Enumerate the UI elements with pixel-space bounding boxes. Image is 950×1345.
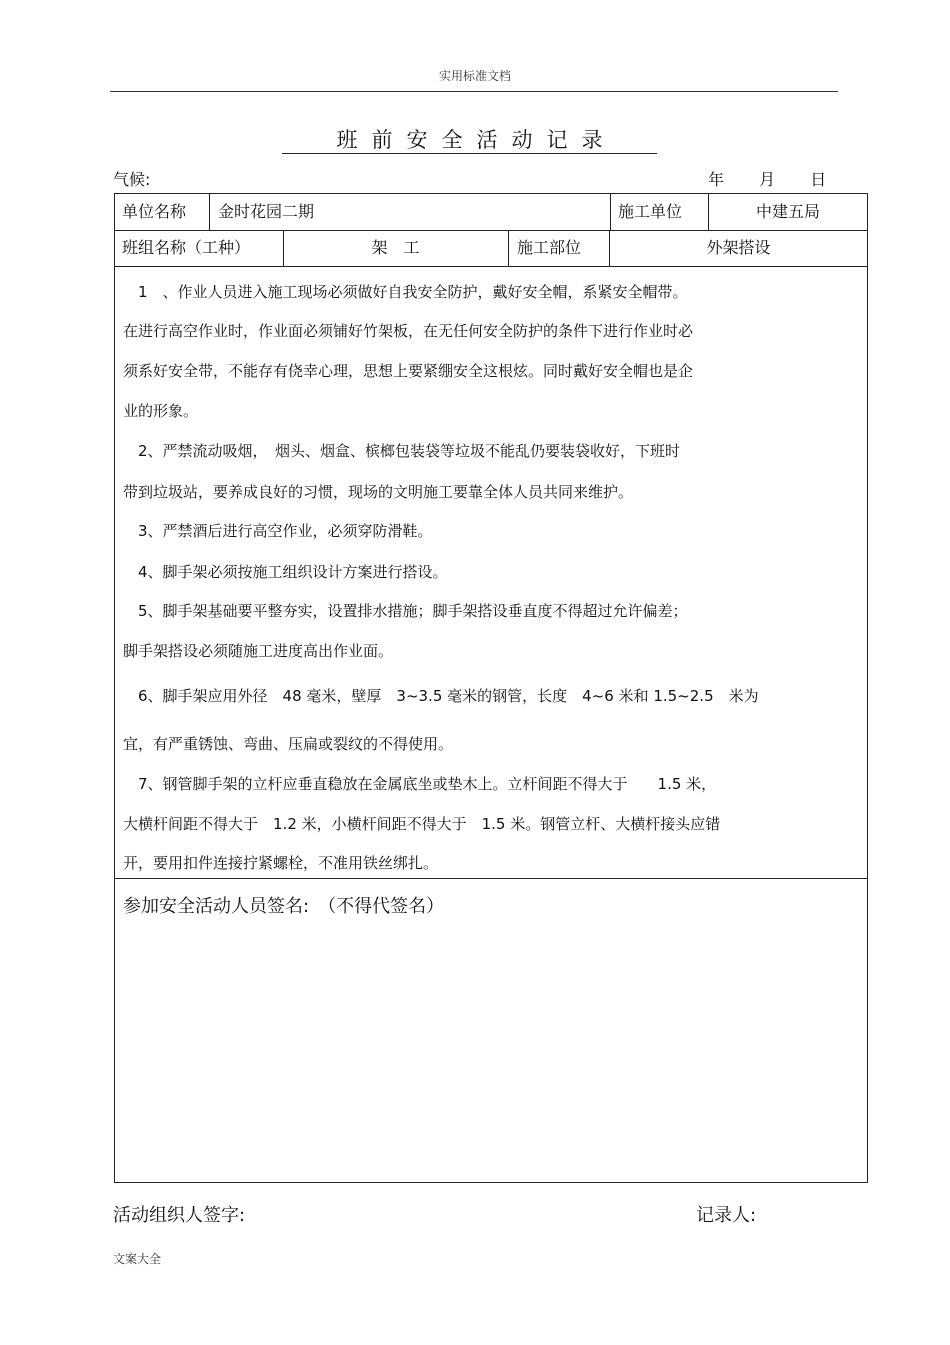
- rule-line: 5、脚手架基础要平整夯实，设置排水措施；脚手架搭设垂直度不得超过允许偏差；: [123, 602, 688, 620]
- rule-line: 2、严禁流动吸烟， 烟头、烟盒、槟榔包装袋等垃圾不能乱仍要装袋收好，下班时: [123, 442, 681, 460]
- rule-line: 宜，有严重锈蚀、弯曲、压扁或裂纹的不得使用。: [123, 735, 454, 753]
- signature-area[interactable]: [123, 924, 859, 1174]
- col-divider: [610, 194, 611, 230]
- col-divider: [209, 194, 210, 230]
- location-value: 外架搭设: [706, 238, 771, 257]
- month-label: 月: [759, 170, 776, 189]
- rule-line: 1 、作业人员进入施工现场必须做好自我安全防护，戴好安全帽，系紧安全帽带。: [123, 283, 688, 301]
- organizer-signature-label: 活动组织人签字:: [113, 1205, 246, 1226]
- unit-name-value: 金时花园二期: [218, 202, 315, 221]
- page-header: 实用标准文档: [438, 69, 511, 83]
- day-label: 日: [810, 170, 827, 189]
- location-label: 施工部位: [517, 238, 582, 257]
- row-divider: [115, 230, 867, 231]
- rule-line: 脚手架搭设必须随施工进度高出作业面。: [123, 642, 394, 660]
- title-underline: [282, 153, 657, 154]
- team-label: 班组名称（工种）: [122, 238, 251, 257]
- construction-unit-label: 施工单位: [618, 202, 683, 221]
- rule-line: 开，要用扣件连接拧紧螺栓，不准用铁丝绑扎。: [123, 854, 439, 872]
- unit-name-label: 单位名称: [122, 202, 187, 221]
- document-title: 班前安全活动记录: [336, 128, 617, 152]
- rule-line: 须系好安全带，不能存有侥幸心理，思想上要紧绷安全这根炫。同时戴好安全帽也是企: [123, 362, 694, 380]
- rule-line: 业的形象。: [123, 402, 199, 420]
- rule-line: 4、脚手架必须按施工组织设计方案进行搭设。: [123, 563, 448, 581]
- construction-unit-value: 中建五局: [755, 202, 820, 221]
- row-divider: [115, 266, 867, 267]
- team-value: 架 工: [371, 238, 420, 257]
- year-label: 年: [708, 170, 725, 189]
- row-divider: [115, 878, 867, 879]
- signature-label: 参加安全活动人员签名: （不得代签名）: [123, 896, 445, 917]
- rule-line: 大横杆间距不得大于 1.2 米，小横杆间距不得大于 1.5 米。钢管立杆、大横杆接头应错: [123, 815, 721, 833]
- rule-line: 7、钢管脚手架的立杆应垂直稳放在金属底坐或垫木上。立杆间距不得大于 1.5 米，: [123, 775, 717, 793]
- col-divider: [508, 230, 509, 266]
- header-rule: [110, 91, 838, 92]
- rule-line: 带到垃圾站，要养成良好的习惯，现场的文明施工要靠全体人员共同来维护。: [123, 483, 634, 501]
- rule-line: 在进行高空作业时，作业面必须铺好竹架板，在无任何安全防护的条件下进行作业时必: [123, 322, 694, 340]
- rule-line: 3、严禁酒后进行高空作业，必须穿防滑鞋。: [123, 522, 433, 540]
- weather-label: 气候:: [113, 170, 151, 189]
- page-footer: 文案大全: [113, 1252, 162, 1266]
- date-fields: [708, 167, 826, 190]
- recorder-label: 记录人:: [696, 1205, 757, 1226]
- rule-line: 6、脚手架应用外径 48 毫米，壁厚 3~3.5 毫米的钢管，长度 4~6 米和 1.5~2.5 米为: [123, 687, 759, 705]
- record-table: [114, 193, 868, 1183]
